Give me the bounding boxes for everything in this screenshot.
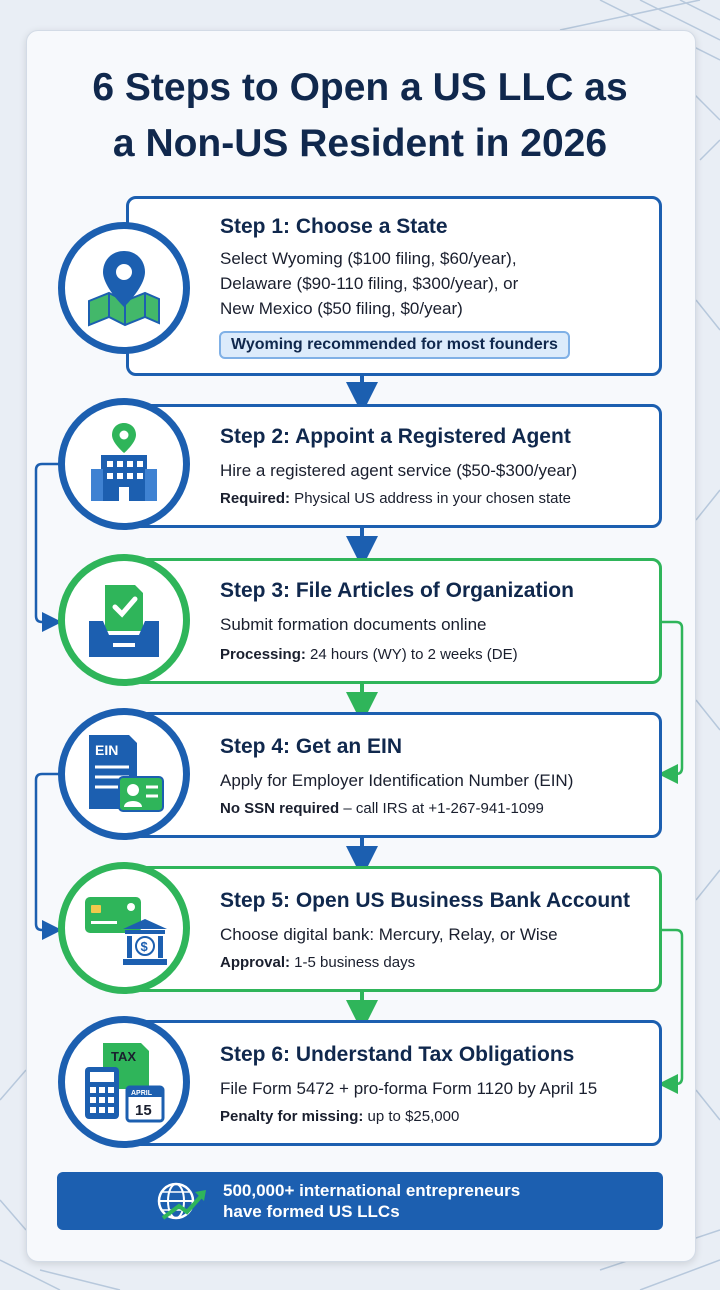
- calendar-day-label: 15: [135, 1102, 152, 1119]
- step-2-icon-circle: [58, 398, 190, 530]
- step-5-icon-circle: [58, 862, 190, 994]
- step-2-note-text: Physical US address in your chosen state: [290, 490, 571, 507]
- step-3-note-text: 24 hours (WY) to 2 weeks (DE): [305, 646, 518, 663]
- step-5-note-text: 1-5 business days: [290, 954, 416, 971]
- step-4-note: [220, 800, 544, 817]
- office-building-icon: [79, 419, 169, 509]
- step-1-desc-line-3: New Mexico ($50 filing, $0/year): [220, 299, 463, 318]
- step-3-title: Step 3: File Articles of Organization: [220, 579, 574, 602]
- step-3-note: [220, 646, 518, 663]
- step-4-card: [126, 712, 662, 838]
- step-1-desc-line-2: Delaware ($90-110 filing, $300/year), or: [220, 274, 519, 293]
- map-pin-icon: [79, 243, 169, 333]
- step-1-recommendation-badge: Wyoming recommended for most founders: [219, 331, 570, 359]
- step-1-icon-circle: [58, 222, 190, 354]
- step-5-desc: Choose digital bank: Mercury, Relay, or Wise: [220, 925, 558, 944]
- svg-text:$: $: [140, 939, 148, 954]
- step-2-title: Step 2: Appoint a Registered Agent: [220, 425, 571, 448]
- step-6-icon-circle: [58, 1016, 190, 1148]
- step-4-icon-circle: [58, 708, 190, 840]
- step-6-note-text: up to $25,000: [363, 1108, 460, 1125]
- step-1-title: Step 1: Choose a State: [220, 215, 448, 238]
- footer-line-2: have formed US LLCs: [223, 1202, 400, 1221]
- loop-right-3-4: [662, 622, 682, 774]
- title-line-1: 6 Steps to Open a US LLC as: [92, 66, 628, 109]
- loop-right-5-6: [662, 930, 682, 1084]
- step-3-note-label: Processing:: [220, 646, 306, 663]
- step-2-note: [220, 490, 571, 507]
- footer-text: [223, 1180, 520, 1222]
- tax-icon-label: TAX: [111, 1049, 137, 1064]
- loop-left-2-3: [36, 464, 60, 622]
- title-line-2: a Non-US Resident in 2026: [112, 122, 608, 165]
- step-4-title: Step 4: Get an EIN: [220, 735, 403, 758]
- page-title: [0, 60, 720, 172]
- loop-left-4-5: [36, 774, 60, 930]
- step-4-note-text: – call IRS at +1-267-941-1099: [339, 800, 544, 817]
- step-2-card: [126, 404, 662, 528]
- globe-growth-icon: [155, 1180, 209, 1222]
- ein-document-icon: [79, 729, 169, 819]
- step-5-note-label: Approval:: [220, 954, 291, 971]
- step-1-card: [126, 196, 662, 376]
- step-5-card: [126, 866, 662, 992]
- footer-banner: [57, 1172, 663, 1230]
- step-2-desc: Hire a registered agent service ($50-$300/year): [220, 461, 578, 480]
- step-2-note-label: Required:: [220, 490, 291, 507]
- step-6-desc: File Form 5472 + pro-forma Form 1120 by April 15: [220, 1079, 598, 1098]
- step-6-note: [220, 1108, 459, 1125]
- step-3-desc: Submit formation documents online: [220, 615, 487, 634]
- step-3-icon-circle: [58, 554, 190, 686]
- bank-card-icon: [79, 883, 169, 973]
- calendar-month-label: APRIL: [131, 1090, 152, 1097]
- tax-calendar-icon: [79, 1037, 169, 1127]
- step-3-card: [126, 558, 662, 684]
- step-6-title: Step 6: Understand Tax Obligations: [220, 1043, 575, 1066]
- step-4-desc: Apply for Employer Identification Number (EIN): [220, 771, 574, 790]
- document-tray-icon: [79, 575, 169, 665]
- footer-line-1: 500,000+ international entrepreneurs: [223, 1181, 521, 1200]
- ein-icon-label: EIN: [95, 742, 119, 758]
- step-4-note-label: No SSN required: [220, 800, 340, 817]
- step-6-card: [126, 1020, 662, 1146]
- step-5-title: Step 5: Open US Business Bank Account: [220, 889, 630, 912]
- step-1-desc-line-1: Select Wyoming ($100 filing, $60/year),: [220, 249, 517, 268]
- step-5-note: [220, 954, 415, 971]
- step-6-note-label: Penalty for missing:: [220, 1108, 364, 1125]
